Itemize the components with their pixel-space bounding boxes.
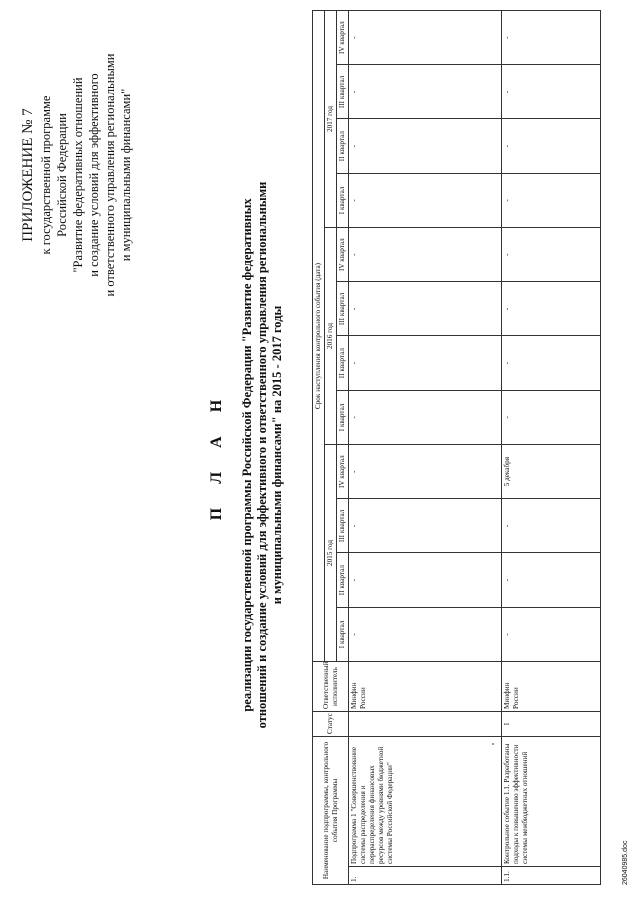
appendix-line: к государственной программе [39, 95, 53, 255]
appendix-line: Российской Федерации [55, 113, 69, 237]
row-value: - [349, 336, 502, 390]
header-quarter: IV квартал [337, 445, 349, 499]
row-name: Подпрограмма 1 "Совершенствование системы распределения и перераспределения финансовых ресурсов между уровнями бюджетной системы Российской Федерации" [349, 737, 502, 867]
row-value: - [349, 173, 502, 227]
table-row [502, 11, 601, 885]
row-value: - [502, 119, 601, 173]
header-name: Наименование подпрограммы, контрольного события Программы [313, 737, 349, 885]
row-responsible: Минфин России [349, 662, 502, 712]
row-value: - [502, 282, 601, 336]
header-quarter: II квартал [337, 336, 349, 390]
header-status: Статус [313, 712, 349, 737]
row-value: - [349, 228, 502, 282]
plan-heading: П Л А Н [208, 389, 225, 521]
row-value: - [349, 390, 502, 444]
appendix-header [18, 25, 134, 325]
header-quarter: IV квартал [337, 228, 349, 282]
header-quarter: IV квартал [337, 11, 349, 65]
row-responsible: Минфин России [502, 662, 601, 712]
row-value: - [349, 499, 502, 553]
row-value: - [502, 607, 601, 661]
header-year: 2017 год [325, 11, 337, 228]
row-number: 1.1. [502, 867, 601, 885]
header-quarter: III квартал [337, 65, 349, 119]
header-quarter: I квартал [337, 173, 349, 227]
header-responsible: Ответственный исполнитель [313, 662, 349, 712]
file-footer: 26040985.doc [622, 840, 629, 885]
row-value: - [349, 282, 502, 336]
row-value: - [502, 65, 601, 119]
header-quarter: I квартал [337, 390, 349, 444]
row-value: - [502, 11, 601, 65]
row-value: - [502, 499, 601, 553]
header-quarter: II квартал [337, 553, 349, 607]
table-row [349, 11, 502, 885]
row-name: Контрольное событие 1.1. Разработаны подходы к повышению эффективности системы межбюджетных отношений [502, 737, 601, 867]
header-quarter: III квартал [337, 499, 349, 553]
row-status [349, 712, 502, 737]
row-value: - [349, 65, 502, 119]
row-value: - [349, 445, 502, 499]
row-value: - [502, 336, 601, 390]
row-number: 1. [349, 867, 502, 885]
header-period: Срок наступления контрольного события (дата) [313, 11, 325, 662]
row-value: - [502, 390, 601, 444]
header-year: 2016 год [325, 228, 337, 445]
row-value: - [502, 228, 601, 282]
plan-table [312, 10, 601, 885]
row-value: - [502, 553, 601, 607]
header-quarter: II квартал [337, 119, 349, 173]
scan-speck [492, 743, 494, 745]
row-value: - [502, 173, 601, 227]
row-status: I [502, 712, 601, 737]
appendix-line: и создание условий для эффективного [87, 73, 101, 277]
row-value: - [349, 553, 502, 607]
appendix-number: ПРИЛОЖЕНИЕ № 7 [20, 108, 36, 242]
header-quarter: I квартал [337, 607, 349, 661]
row-value: - [349, 119, 502, 173]
plan-subtitle-line: реализации государственной программы Российской Федерации "Развитие федеративных [240, 198, 254, 712]
row-value: - [349, 11, 502, 65]
header-year: 2015 год [325, 445, 337, 662]
plan-title [208, 95, 285, 815]
appendix-line: "Развитие федеративных отношений [71, 77, 85, 273]
header-quarter: III квартал [337, 282, 349, 336]
row-value: 5 декабря [502, 445, 601, 499]
appendix-line: и муниципальными финансами" [119, 88, 133, 262]
plan-subtitle-line: и муниципальными финансами" на 2015 - 2017 годы [270, 305, 284, 605]
appendix-line: и ответственного управления региональными [103, 53, 117, 297]
row-value: - [349, 607, 502, 661]
plan-subtitle-line: отношений и создание условий для эффективного и ответственного управления региональными [255, 181, 269, 729]
